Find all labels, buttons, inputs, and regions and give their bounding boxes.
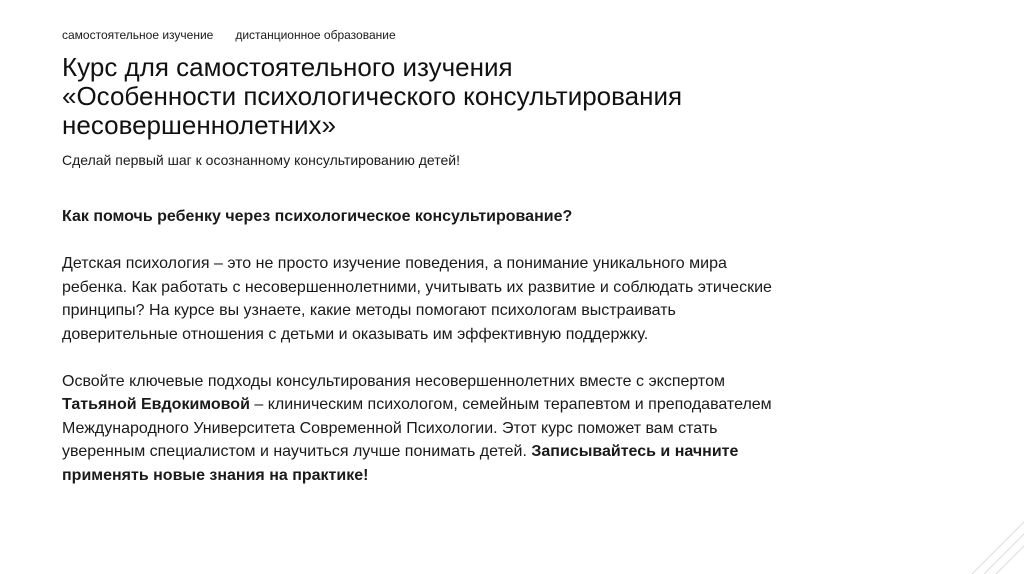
paragraph-1-line: Детская психология – это не просто изучение поведения, а понимание уникального мира: [62, 255, 727, 272]
paragraph-2-line: [62, 440, 862, 464]
course-title-line-3: несовершеннолетних»: [62, 110, 336, 140]
paragraph-2-line: [62, 464, 862, 488]
tag-self-study[interactable]: самостоятельное изучение: [62, 28, 214, 42]
course-subtitle: Сделай первый шаг к осознанному консультированию детей!: [62, 152, 461, 168]
description-paragraph-1: [62, 252, 862, 346]
paragraph-2-line: Международного Университета Современной Психологии. Этот курс поможет вам стать: [62, 419, 718, 437]
course-description: [62, 205, 862, 511]
call-to-action-start: Записывайтесь и начните: [531, 443, 739, 460]
course-title: [62, 53, 682, 140]
paragraph-1-line: ребенка. Как работать с несовершеннолетними, учитывать их развитие и соблюдать этические: [62, 278, 772, 296]
page: [62, 0, 962, 574]
description-paragraph-2: [62, 370, 862, 488]
tag-list: [62, 27, 396, 43]
paragraph-2-text: уверенным специалистом и научиться лучше понимать детей.: [62, 443, 532, 460]
course-title-line-1: Курс для самостоятельного изучения: [62, 52, 513, 82]
paragraph-2-line: [62, 393, 862, 417]
description-question: Как помочь ребенку через психологическое консультирование?: [62, 208, 573, 225]
paragraph-2-line: Освойте ключевые подходы консультирования несовершеннолетних вместе с экспертом: [62, 372, 725, 390]
course-title-line-2: «Особенности психологического консультирования: [62, 81, 683, 111]
expert-description: – клиническим психологом, семейным терапевтом и преподавателем: [249, 396, 772, 413]
corner-decoration: [964, 514, 1024, 574]
tag-distance-education[interactable]: дистанционное образование: [235, 28, 396, 42]
expert-name: Татьяной Евдокимовой: [62, 396, 250, 413]
call-to-action-end: применять новые знания на практике!: [62, 466, 369, 484]
paragraph-1-line: принципы? На курсе вы узнаете, какие методы помогают психологам выстраивать: [62, 302, 676, 319]
paragraph-1-line: доверительные отношения с детьми и оказывать им эффективную поддержку.: [62, 325, 649, 343]
